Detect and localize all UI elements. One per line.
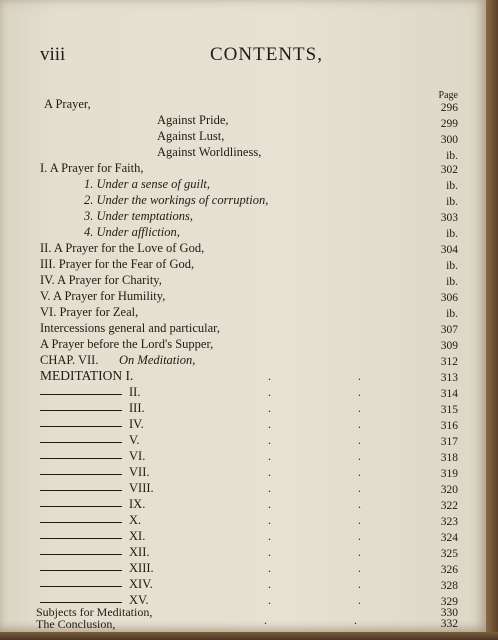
ditto-rule bbox=[40, 410, 122, 411]
toc-entry-text: II. A Prayer for the Love of God, bbox=[40, 241, 205, 255]
ditto-rule bbox=[40, 426, 122, 427]
toc-entry-text: IV. A Prayer for Charity, bbox=[40, 273, 162, 287]
toc-entry-text: III. bbox=[129, 401, 145, 415]
toc-entry bbox=[0, 176, 486, 192]
ditto-rule bbox=[40, 442, 122, 443]
leader-dot: . bbox=[268, 577, 271, 591]
toc-entry-page: 315 bbox=[440, 404, 458, 416]
toc-entry bbox=[0, 480, 486, 496]
toc-entry-text: 2. Under the workings of corruption, bbox=[84, 193, 269, 207]
toc-entry-page: ib. bbox=[446, 260, 458, 272]
leader-dot: . bbox=[358, 449, 361, 463]
toc-entry bbox=[0, 368, 486, 384]
toc-entry bbox=[0, 432, 486, 448]
toc-entry-page: ib. bbox=[446, 180, 458, 192]
toc-entry-page: 304 bbox=[440, 244, 458, 256]
toc-entry bbox=[0, 208, 486, 224]
toc-entry bbox=[0, 400, 486, 416]
toc-entry bbox=[0, 224, 486, 240]
toc-entry-text: I. A Prayer for Faith, bbox=[40, 161, 144, 175]
toc-entry-text: Intercessions general and particular, bbox=[40, 321, 220, 335]
toc-entry-page: 325 bbox=[440, 548, 458, 560]
toc-entry bbox=[0, 272, 486, 288]
toc-entry-page: ib. bbox=[446, 308, 458, 320]
leader-dot: . bbox=[268, 401, 271, 415]
toc-entry-text: Against Pride, bbox=[157, 113, 229, 127]
leader-dot: . bbox=[268, 497, 271, 511]
toc-entry bbox=[0, 448, 486, 464]
toc-entry-text: MEDITATION I. bbox=[40, 368, 134, 383]
ditto-rule bbox=[40, 490, 122, 491]
page-number: viii bbox=[40, 44, 66, 65]
toc-entry-page: 318 bbox=[440, 452, 458, 464]
toc-entry-text: XII. bbox=[129, 545, 150, 559]
leader-dot: . bbox=[268, 545, 271, 559]
toc-entry bbox=[0, 512, 486, 528]
toc-entry-page: ib. bbox=[446, 150, 458, 162]
toc-entry-page: 326 bbox=[440, 564, 458, 576]
toc-entry-text: IX. bbox=[129, 497, 146, 511]
leader-dot: . bbox=[268, 593, 271, 607]
toc-entry-text: XV. bbox=[129, 593, 149, 607]
toc-entry-text: Subjects for Meditation, bbox=[36, 605, 153, 619]
toc-entry bbox=[0, 256, 486, 272]
leader-dot: . bbox=[358, 497, 361, 511]
toc-entry-page: ib. bbox=[446, 196, 458, 208]
toc-entry-page: 332 bbox=[440, 618, 458, 630]
toc-entry bbox=[0, 96, 486, 112]
toc-entry-page: 306 bbox=[440, 292, 458, 304]
toc-entry-text: XIII. bbox=[129, 561, 154, 575]
toc-entry bbox=[0, 144, 486, 160]
ditto-rule bbox=[40, 394, 122, 395]
leader-dot: . bbox=[268, 529, 271, 543]
toc-entry-page: 328 bbox=[440, 580, 458, 592]
toc-entry-page: 330 bbox=[440, 607, 458, 619]
page-title: CONTENTS, bbox=[210, 44, 323, 65]
leader-dot: . bbox=[358, 369, 361, 383]
toc-entry-text: 3. Under temptations, bbox=[84, 209, 194, 223]
toc-entry bbox=[0, 192, 486, 208]
toc-entry bbox=[0, 288, 486, 304]
leader-dot: . bbox=[358, 513, 361, 527]
leader-dot: . bbox=[358, 481, 361, 495]
leader-dot: . bbox=[358, 433, 361, 447]
toc-entry-text: The Conclusion, bbox=[36, 617, 116, 631]
leader-dot: . bbox=[268, 561, 271, 575]
toc-entry-page: 329 bbox=[440, 596, 458, 608]
toc-entry-text: VI. Prayer for Zeal, bbox=[40, 305, 139, 319]
leader-dot: . bbox=[268, 513, 271, 527]
toc-entry bbox=[0, 240, 486, 256]
ditto-rule bbox=[40, 554, 122, 555]
toc-entry-text: X. bbox=[129, 513, 142, 527]
toc-entry-page: 324 bbox=[440, 532, 458, 544]
toc-entry-text: Against Lust, bbox=[157, 129, 225, 143]
book-edge bbox=[0, 632, 498, 640]
leader-dot: . bbox=[358, 529, 361, 543]
toc-entry bbox=[0, 304, 486, 320]
leader-dot: . bbox=[358, 401, 361, 415]
toc-entry-page: ib. bbox=[446, 276, 458, 288]
leader-dot: . bbox=[358, 561, 361, 575]
toc-entry-text: XIV. bbox=[129, 577, 153, 591]
toc-entry bbox=[0, 560, 486, 576]
toc-entry bbox=[0, 336, 486, 352]
toc-chapter-entry bbox=[0, 352, 486, 368]
toc-entry-page: 313 bbox=[440, 372, 458, 384]
chapter-label: CHAP. VII. bbox=[40, 353, 99, 367]
toc-entry-page: 303 bbox=[440, 212, 458, 224]
toc-entry bbox=[0, 112, 486, 128]
leader-dot: . bbox=[268, 449, 271, 463]
leader-dot: . bbox=[268, 481, 271, 495]
toc-entry bbox=[0, 528, 486, 544]
ditto-rule bbox=[40, 458, 122, 459]
ditto-rule bbox=[40, 538, 122, 539]
chapter-subtitle: On Meditation, bbox=[119, 353, 196, 367]
toc-entry-page: 299 bbox=[440, 118, 458, 130]
leader-dot: . bbox=[358, 593, 361, 607]
toc-entry bbox=[0, 416, 486, 432]
toc-entry bbox=[0, 384, 486, 400]
leader-dot: . bbox=[354, 613, 357, 627]
toc-entry-page: 322 bbox=[440, 500, 458, 512]
toc-entry-page: 296 bbox=[440, 102, 458, 114]
toc-entry-text: 4. Under affliction, bbox=[84, 225, 180, 239]
toc-entry-page: ib. bbox=[446, 228, 458, 240]
leader-dot: . bbox=[264, 613, 267, 627]
toc-entry bbox=[0, 320, 486, 336]
leader-dot: . bbox=[358, 417, 361, 431]
toc-entry-text: A Prayer, bbox=[44, 97, 91, 111]
running-header bbox=[0, 44, 486, 68]
toc-entry-page: 323 bbox=[440, 516, 458, 528]
toc-entry bbox=[0, 576, 486, 592]
toc-entry-text: V. A Prayer for Humility, bbox=[40, 289, 166, 303]
toc-entry-text: VII. bbox=[129, 465, 150, 479]
toc-entry bbox=[0, 544, 486, 560]
toc-entry-page: 309 bbox=[440, 340, 458, 352]
toc-entry bbox=[0, 160, 486, 176]
leader-dot: . bbox=[268, 417, 271, 431]
toc-entry-page: 320 bbox=[440, 484, 458, 496]
toc-entry bbox=[0, 496, 486, 512]
toc-entry bbox=[0, 464, 486, 480]
ditto-rule bbox=[40, 522, 122, 523]
toc-entry-text: A Prayer before the Lord's Supper, bbox=[40, 337, 214, 351]
toc-entry-page: 317 bbox=[440, 436, 458, 448]
toc-entry-page: 319 bbox=[440, 468, 458, 480]
toc-entry-text: VI. bbox=[129, 449, 146, 463]
toc-entry-text: V. bbox=[129, 433, 140, 447]
toc-entry-text: II. bbox=[129, 385, 141, 399]
toc-entry-page: 314 bbox=[440, 388, 458, 400]
book-edge bbox=[486, 0, 498, 640]
leader-dot: . bbox=[358, 385, 361, 399]
toc-entry-text: XI. bbox=[129, 529, 146, 543]
ditto-rule bbox=[40, 570, 122, 571]
toc-entry-page: 300 bbox=[440, 134, 458, 146]
ditto-rule bbox=[40, 602, 122, 603]
ditto-rule bbox=[40, 506, 122, 507]
leader-dot: . bbox=[358, 545, 361, 559]
toc-entry-text: Against Worldliness, bbox=[157, 145, 262, 159]
page-column-label: Page bbox=[438, 90, 458, 101]
toc-entry-page: 312 bbox=[440, 356, 458, 368]
toc-entry bbox=[0, 128, 486, 144]
leader-dot: . bbox=[268, 465, 271, 479]
leader-dot: . bbox=[268, 369, 271, 383]
ditto-rule bbox=[40, 474, 122, 475]
toc-entry-text: 1. Under a sense of guilt, bbox=[84, 177, 211, 191]
leader-dot: . bbox=[358, 577, 361, 591]
toc-entry-page: 302 bbox=[440, 164, 458, 176]
ditto-rule bbox=[40, 586, 122, 587]
toc-entry-page: 307 bbox=[440, 324, 458, 336]
toc-entry-text: III. Prayer for the Fear of God, bbox=[40, 257, 195, 271]
leader-dot: . bbox=[358, 465, 361, 479]
toc-entry-text: IV. bbox=[129, 417, 144, 431]
toc-entry-page: 316 bbox=[440, 420, 458, 432]
toc-entry-text: VIII. bbox=[129, 481, 154, 495]
leader-dot: . bbox=[268, 385, 271, 399]
leader-dot: . bbox=[268, 433, 271, 447]
